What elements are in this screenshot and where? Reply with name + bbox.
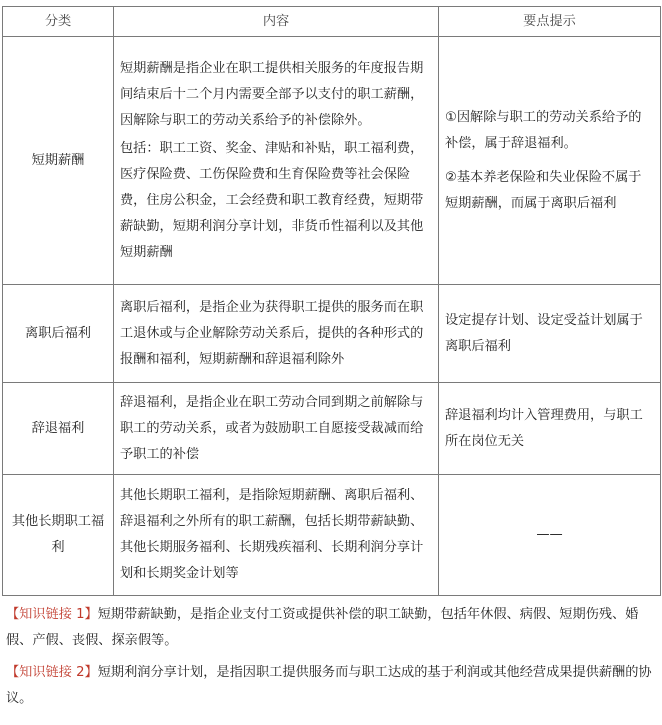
knowledge-link-label: 【知识链接 1】 [6,607,98,622]
knowledge-link-text: 短期带薪缺勤，是指企业支付工资或提供补偿的职工缺勤，包括年休假、病假、短期伤残、婚假、产假、丧假、探亲假等。 [6,607,639,648]
table-row [3,37,661,285]
row-content [114,37,439,285]
knowledge-links [6,602,658,718]
row-category: 离职后福利 [3,285,114,383]
content-paragraph: 离职后福利，是指企业为获得职工提供的服务而在职工退休或与企业解除劳动关系后，提供的各种形式的报酬和福利，短期薪酬和辞退福利除外 [120,299,424,367]
row-tips [439,285,661,383]
content-paragraph: 其他长期职工福利，是指除短期薪酬、离职后福利、辞退福利之外所有的职工薪酬，包括长期带薪缺勤、其他长期服务福利、长期残疾福利、长期利润分享计划和长期奖金计划等 [120,488,424,581]
knowledge-link-text: 短期利润分享计划，是指因职工提供服务而与职工达成的基于利润或其他经营成果提供薪酬的协议。 [6,665,652,706]
table-row [3,475,661,596]
knowledge-link-label: 【知识链接 2】 [6,665,98,680]
row-tips [439,37,661,285]
content-paragraph: 短期薪酬是指企业在职工提供相关服务的年度报告期间结束后十二个月内需要全部予以支付的职工薪酬，因解除与职工的劳动关系给予的补偿除外。 [120,60,424,128]
knowledge-link-note [6,602,658,654]
tip-paragraph: ②基本养老保险和失业保险不属于短期薪酬，而属于离职后福利 [445,169,642,211]
row-category: 辞退福利 [3,383,114,475]
tip-paragraph: 辞退福利均计入管理费用，与职工所在岗位无关 [445,407,643,449]
row-category: 其他长期职工福利 [3,475,114,596]
content-paragraph: 辞退福利，是指企业在职工劳动合同到期之前解除与职工的劳动关系，或者为鼓励职工自愿接受裁减而给予职工的补偿 [120,394,424,462]
header-category: 分类 [3,7,114,37]
row-category: 短期薪酬 [3,37,114,285]
table-row [3,383,661,475]
table-header-row [3,7,661,37]
row-tips [439,475,661,596]
content-paragraph: 包括：职工工资、奖金、津贴和补贴，职工福利费，医疗保险费、工伤保险费和生育保险费等社会保险费，住房公积金，工会经费和职工教育经费，短期带薪缺勤，短期利润分享计划，非货币性福利以及其他短期薪酬 [120,140,424,260]
header-content: 内容 [114,7,439,37]
knowledge-link-note [6,660,658,712]
row-tips [439,383,661,475]
tip-paragraph: 设定提存计划、设定受益计划属于离职后福利 [445,312,643,354]
header-tips: 要点提示 [439,7,661,37]
row-content [114,285,439,383]
tip-paragraph: ①因解除与职工的劳动关系给予的补偿，属于辞退福利。 [445,109,642,151]
table-row [3,285,661,383]
row-content [114,475,439,596]
row-content [114,383,439,475]
tip-paragraph: —— [536,527,563,542]
employee-compensation-table [2,6,661,596]
